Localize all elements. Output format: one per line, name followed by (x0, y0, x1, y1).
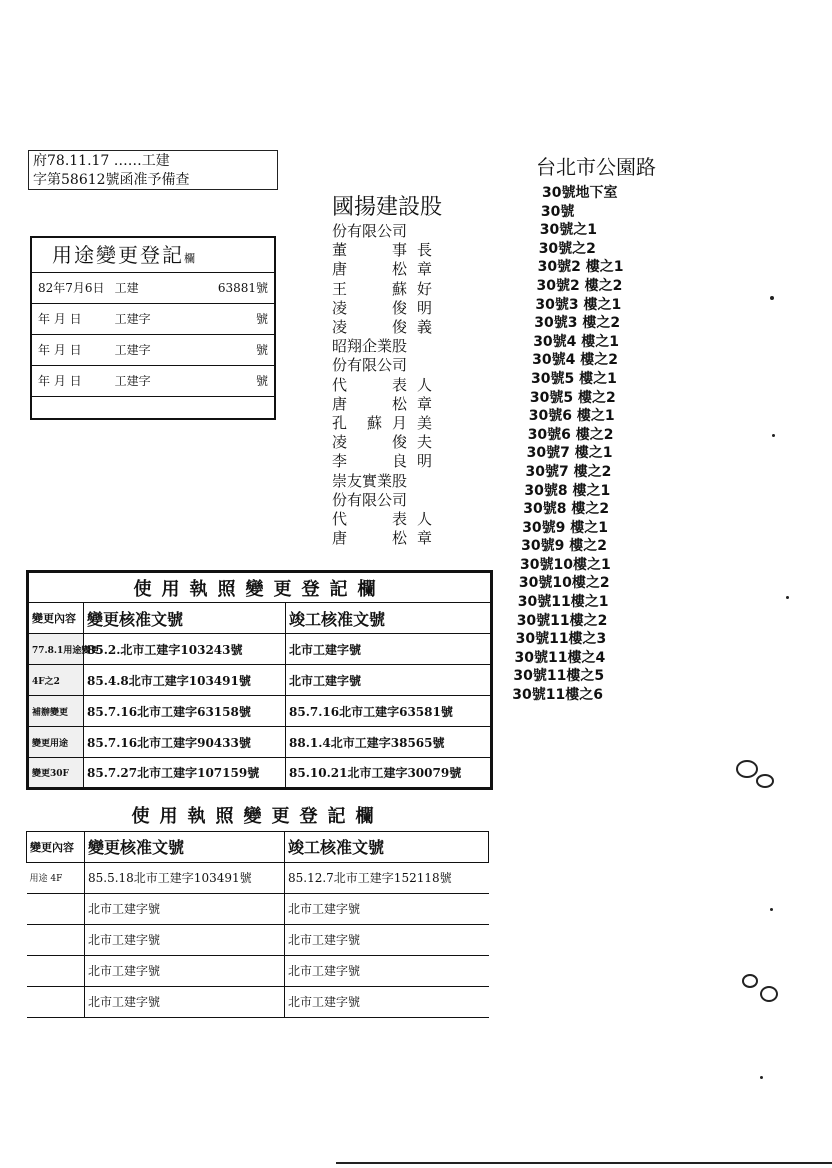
owner-line (332, 414, 442, 433)
scan-mark (742, 974, 758, 988)
cell-approval: 北市工建字號 (85, 924, 285, 955)
cell-approval: 北市工建字號 (85, 955, 285, 986)
scan-mark (736, 760, 758, 778)
usage-change-title-suffix: 欄 (184, 252, 197, 265)
address-item: 30號6 樓之2 (527, 426, 614, 443)
cell-content: 用途 4F (27, 862, 85, 893)
cell-completion: 北市工建字號 (285, 924, 489, 955)
address-item: 30號3 樓之2 (534, 315, 621, 332)
address-item: 30號7 樓之2 (525, 463, 612, 480)
address-item: 30號8 樓之1 (524, 482, 611, 499)
cell-content (27, 893, 85, 924)
usage-change-row (32, 273, 274, 304)
usage-change-row (32, 304, 274, 335)
cell-content: 變更用途 (28, 727, 84, 758)
cell-approval: 北市工建字號 (85, 986, 285, 1017)
usage-office: 工建 (114, 281, 139, 295)
usage-ref: 號 (256, 374, 269, 388)
address-item: 30號11樓之2 (516, 612, 608, 629)
owner-line (332, 337, 442, 356)
owner-line-part-2: 俊明 (391, 298, 442, 317)
address-item: 30號6 樓之1 (528, 408, 615, 425)
owner-line-part-2: 松章 (391, 529, 442, 548)
cell-content: 補辦變更 (28, 696, 84, 727)
cell-approval: 85.7.16北市工建字63158號 (84, 696, 286, 727)
cell-completion: 85.12.7北市工建字152118號 (285, 862, 489, 893)
owner-line-part-2: 俊夫 (391, 433, 442, 452)
address-item: 30號5 樓之2 (529, 389, 616, 406)
cell-completion: 北市工建字號 (286, 634, 492, 665)
scan-speck (772, 434, 775, 437)
usage-ref: 號 (256, 343, 269, 357)
address-item: 30號9 樓之1 (522, 519, 609, 536)
table-row (27, 924, 489, 955)
address-item: 30號11樓之1 (517, 594, 609, 611)
cell-completion: 88.1.4北市工建字38565號 (286, 727, 492, 758)
cell-content: 變更30F (28, 758, 84, 789)
stamp-line-1: 府78.11.17 ……工建 (33, 153, 170, 169)
address-item: 30號3 樓之1 (535, 296, 622, 313)
cell-completion: 85.10.21北市工建字30079號 (286, 758, 492, 789)
owner-line (332, 510, 442, 529)
address-item: 30號11樓之4 (514, 649, 606, 666)
col-header-completion: 竣工核准文號 (285, 831, 489, 862)
owner-line (332, 241, 442, 260)
owner-line-part-1: 崇友實業股 (332, 471, 408, 490)
cell-completion: 北市工建字號 (286, 665, 492, 696)
cell-content (27, 986, 85, 1017)
owner-line-part-1: 份有限公司 (332, 356, 408, 375)
col-header-content: 變更內容 (28, 603, 84, 634)
license-change-table-1 (26, 570, 493, 790)
col-header-approval: 變更核准文號 (84, 603, 286, 634)
address-item: 30號10樓之1 (520, 556, 611, 573)
cell-content: 77.8.1用途變更 (28, 634, 84, 665)
owner-line-part-1: 李 (332, 452, 348, 471)
usage-change-title-text: 用途變更登記 (52, 243, 184, 267)
owner-line (332, 491, 442, 510)
usage-change-register (30, 236, 276, 420)
scan-speck (770, 296, 774, 300)
owner-line-part-2: 俊義 (391, 318, 442, 337)
cell-approval: 85.4.8北市工建字103491號 (84, 665, 286, 696)
address-item: 30號 (540, 203, 575, 220)
owner-line (332, 356, 442, 375)
usage-date: 年 月 日 (38, 374, 82, 388)
bottom-edge-line (336, 1162, 832, 1164)
owner-line-part-1: 代 (332, 510, 348, 529)
usage-office: 工建字 (114, 312, 151, 326)
usage-change-title (32, 238, 274, 273)
license-table-2-title: 使用執照變更登記欄 (27, 800, 489, 831)
owner-line-part-2: 表人 (391, 510, 442, 529)
owner-line (332, 433, 442, 452)
owner-line-part-2: 良明 (391, 452, 442, 471)
cell-approval: 85.7.27北市工建字107159號 (84, 758, 286, 789)
usage-ref: 號 (256, 312, 269, 326)
scan-speck (770, 908, 773, 911)
usage-office: 工建字 (114, 343, 151, 357)
address-item: 30號2 樓之2 (536, 277, 623, 294)
owner-line-part-1: 代 (332, 375, 348, 394)
owner-line-part-1: 昭翔企業股 (332, 337, 408, 356)
owner-line-part-1: 唐 (332, 260, 348, 279)
address-item: 30號5 樓之1 (531, 370, 617, 387)
usage-change-row (32, 335, 274, 366)
license-table-1-title: 使用執照變更登記欄 (28, 572, 492, 603)
cell-completion: 85.7.16北市工建字63581號 (286, 696, 492, 727)
table-row (28, 758, 492, 789)
address-item: 30號11樓之6 (512, 687, 604, 704)
owner-line-part-2: 事長 (391, 241, 442, 260)
owner-line-part-1: 凌 (332, 298, 348, 317)
usage-date: 年 月 日 (38, 312, 82, 326)
street-name: 台北市公園路 (536, 155, 656, 179)
scan-mark (760, 986, 778, 1002)
scan-speck (760, 1076, 763, 1079)
table-row (28, 727, 492, 758)
owner-line (332, 299, 442, 318)
cell-content (27, 924, 85, 955)
usage-date: 年 月 日 (38, 343, 82, 357)
cell-completion: 北市工建字號 (285, 893, 489, 924)
owner-line (332, 318, 442, 337)
address-item: 30號10樓之2 (518, 575, 610, 592)
address-item: 30號之2 (538, 240, 596, 257)
address-list (510, 150, 680, 705)
address-item: 30號11樓之5 (513, 668, 605, 685)
owner-line-part-1: 份有限公司 (332, 222, 408, 240)
usage-ref: 63881號 (217, 281, 269, 295)
owner-line (332, 376, 442, 395)
owner-line-part-1: 份有限公司 (332, 490, 408, 509)
address-item: 30號2 樓之1 (537, 259, 624, 276)
approval-stamp (28, 150, 278, 190)
owner-line (332, 260, 442, 279)
owner-line-part-2: 蘇月美 (366, 414, 442, 433)
owner-line (332, 222, 442, 241)
owner-line-part-1: 凌 (332, 318, 348, 337)
owner-line (332, 472, 442, 491)
owner-line-part-1: 凌 (332, 433, 348, 452)
owner-line-part-1: 孔 (332, 414, 348, 433)
address-item: 30號地下室 (542, 185, 618, 201)
owner-line-part-1: 唐 (332, 394, 348, 413)
owner-line-part-1: 董 (332, 241, 348, 260)
address-item: 30號4 樓之2 (532, 352, 618, 369)
owner-line (332, 529, 442, 548)
address-item: 30號7 樓之1 (526, 445, 613, 462)
cell-completion: 北市工建字號 (285, 986, 489, 1017)
address-item: 30號9 樓之2 (521, 538, 607, 555)
scan-mark (756, 774, 774, 788)
table-row (27, 893, 489, 924)
owner-company-header: 國揚建設股 (332, 195, 443, 220)
owner-line-part-2: 松章 (391, 394, 442, 413)
cell-approval: 85.5.18北市工建字103491號 (85, 862, 285, 893)
table-row (27, 862, 489, 893)
usage-office: 工建字 (114, 374, 151, 388)
owner-line (332, 280, 442, 299)
owner-line (332, 452, 442, 471)
address-item: 30號11樓之3 (515, 631, 607, 648)
col-header-completion: 竣工核准文號 (286, 603, 492, 634)
cell-approval: 85.7.16北市工建字90433號 (84, 727, 286, 758)
owner-line-part-1: 王 (332, 279, 348, 298)
owner-list (332, 194, 442, 548)
table-row (28, 696, 492, 727)
scan-speck (786, 596, 789, 599)
col-header-content: 變更內容 (27, 831, 85, 862)
owner-line-part-1: 唐 (332, 529, 348, 548)
table-row (28, 634, 492, 665)
license-change-table-2 (26, 800, 489, 1018)
owner-line-part-2: 表人 (391, 375, 442, 394)
cell-completion: 北市工建字號 (285, 955, 489, 986)
address-item: 30號8 樓之2 (523, 501, 610, 518)
address-item: 30號4 樓之1 (533, 333, 620, 350)
owner-line (332, 395, 442, 414)
address-item: 30號之1 (539, 222, 598, 239)
table-row (27, 986, 489, 1017)
owner-line-part-2: 松章 (391, 260, 442, 279)
col-header-approval: 變更核准文號 (85, 831, 285, 862)
usage-date: 82年7月6日 (38, 281, 105, 295)
usage-change-row (32, 366, 274, 397)
owner-line-part-2: 蘇好 (391, 279, 442, 298)
table-row (27, 955, 489, 986)
cell-content: 4F之2 (28, 665, 84, 696)
cell-content (27, 955, 85, 986)
cell-approval: 85.2.北市工建字103243號 (84, 634, 286, 665)
stamp-line-2: 字第58612號函准予備查 (33, 172, 190, 188)
cell-approval: 北市工建字號 (85, 893, 285, 924)
table-row (28, 665, 492, 696)
